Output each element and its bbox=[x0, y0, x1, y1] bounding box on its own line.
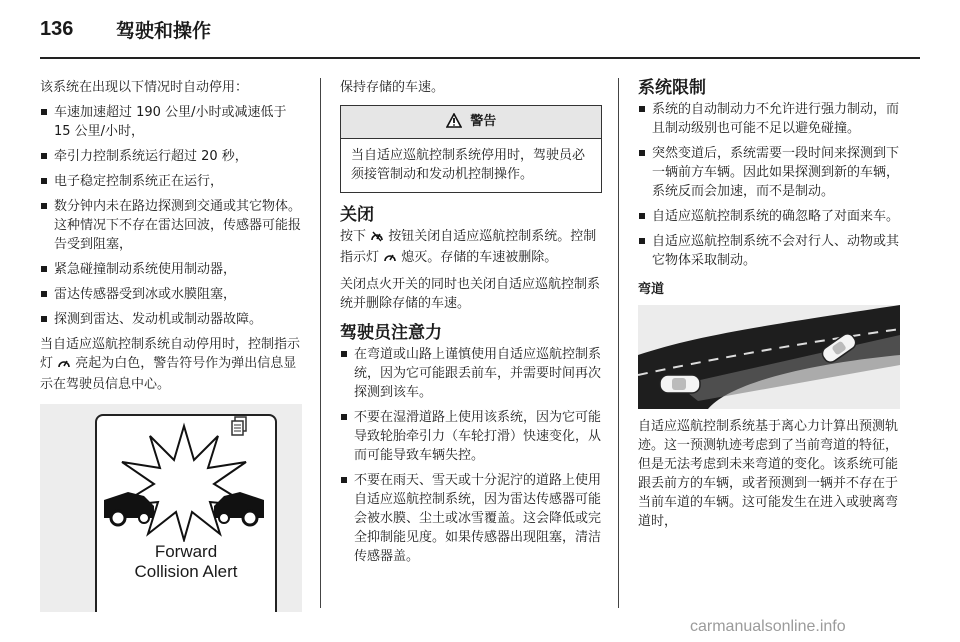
list-item: 在弯道或山路上谨慎使用自适应巡航控制系统，因为它可能跟丢前车，并需要时间再次探测到该车。 bbox=[340, 345, 602, 402]
list-item: 系统的自动制动力不允许进行强力制动，而且制动级别也可能不足以避免碰撞。 bbox=[638, 100, 900, 138]
page-header bbox=[40, 14, 920, 48]
column-divider bbox=[618, 78, 619, 608]
forward-collision-alert-figure bbox=[40, 404, 302, 612]
list-item: 牵引力控制系统运行超过 20 秒， bbox=[40, 147, 302, 166]
warning-body: 当自适应巡航控制系统停用时，驾驶员必须接管制动和发动机控制操作。 bbox=[351, 148, 586, 182]
section-heading-limits: 系统限制 bbox=[638, 78, 706, 98]
page-title: 驾驶和操作 bbox=[116, 20, 212, 42]
cruise-indicator-icon bbox=[57, 356, 71, 375]
collision-burst-icon bbox=[100, 422, 268, 542]
column-right bbox=[638, 78, 900, 537]
off-paragraph-2: 关闭点火开关的同时也关闭自适应巡航控制系统并删除存储的车速。 bbox=[340, 277, 601, 311]
deactivation-intro: 该系统在出现以下情况时自动停用： bbox=[40, 80, 249, 95]
curves-paragraph: 自适应巡航控制系统基于离心力计算出预测轨迹。这一预测轨迹考虑到了当前弯道的特征，但是无法考虑到未来弯道的变化。该系统可能跟丢前方的车辆，或者预测到一辆并不存在于当前车道的车辆。这可能发生在进入或驶离弯道时， bbox=[638, 419, 899, 529]
continuation-text: 保持存储的车速。 bbox=[340, 80, 445, 95]
list-item: 自适应巡航控制系统不会对行人、动物或其它物体采取制动。 bbox=[638, 232, 900, 270]
section-heading-attention: 驾驶员注意力 bbox=[340, 323, 442, 343]
car-front-icon bbox=[660, 375, 700, 393]
document-icon bbox=[230, 416, 248, 436]
warning-box bbox=[340, 105, 602, 193]
limits-list bbox=[638, 100, 900, 270]
list-item: 雷达传感器受到冰或水膜阻塞， bbox=[40, 285, 302, 304]
deactivation-list bbox=[40, 103, 302, 329]
cruise-indicator-icon bbox=[383, 250, 397, 269]
attention-list bbox=[340, 345, 602, 566]
cruise-button-icon bbox=[370, 229, 384, 248]
warning-triangle-icon bbox=[446, 113, 462, 128]
header-rule bbox=[40, 57, 920, 59]
list-item: 紧急碰撞制动系统使用制动器， bbox=[40, 260, 302, 279]
list-item: 电子稳定控制系统正在运行， bbox=[40, 172, 302, 191]
page-number: 136 bbox=[40, 18, 74, 40]
figure-caption-line2: Collision Alert bbox=[134, 562, 238, 581]
curve-road-figure bbox=[638, 305, 900, 409]
list-item: 数分钟内未在路边探测到交通或其它物体。这种情况下不存在雷达回波，传感器可能报告受到阻塞， bbox=[40, 197, 302, 254]
list-item: 突然变道后，系统需要一段时间来探测到下一辆前方车辆。因此如果探测到新的车辆，系统反而会加速，而不是制动。 bbox=[638, 144, 900, 201]
auto-deactivation-paragraph: 当自适应巡航控制系统自动停用时，控制指示灯 亮起为白色，警告符号作为弹出信息显示在驾驶员信息中心。 bbox=[40, 337, 301, 392]
sub-heading-curves: 弯道 bbox=[638, 282, 665, 297]
list-item: 不要在雨天、雪天或十分泥泞的道路上使用自适应巡航控制系统，因为雷达传感器可能会被水膜、尘土或冰雪覆盖。这会降低或完全抑制能见度。如果传感器出现阻塞，清洁传感器盖。 bbox=[340, 471, 602, 566]
warning-title: 警告 bbox=[470, 114, 497, 129]
off-paragraph-1: 按下 按钮关闭自适应巡航控制系统。控制指示灯 熄灭。存储的车速被删除。 bbox=[340, 227, 602, 269]
list-item: 探测到雷达、发动机或制动器故障。 bbox=[40, 310, 302, 329]
watermark-text: carmanualsonline.info bbox=[690, 618, 846, 635]
warning-header bbox=[341, 106, 601, 139]
section-heading-off: 关闭 bbox=[340, 205, 374, 225]
column-divider bbox=[320, 78, 321, 608]
column-left bbox=[40, 78, 302, 612]
column-middle bbox=[340, 78, 602, 572]
list-item: 自适应巡航控制系统的确忽略了对面来车。 bbox=[638, 207, 900, 226]
figure-caption-line1: Forward bbox=[154, 542, 218, 561]
list-item: 不要在湿滑道路上使用该系统，因为它可能导致轮胎牵引力（车轮打滑）快速变化，从而可能导致车辆失控。 bbox=[340, 408, 602, 465]
list-item: 车速加速超过 190 公里/小时或减速低于 15 公里/小时， bbox=[40, 103, 302, 141]
